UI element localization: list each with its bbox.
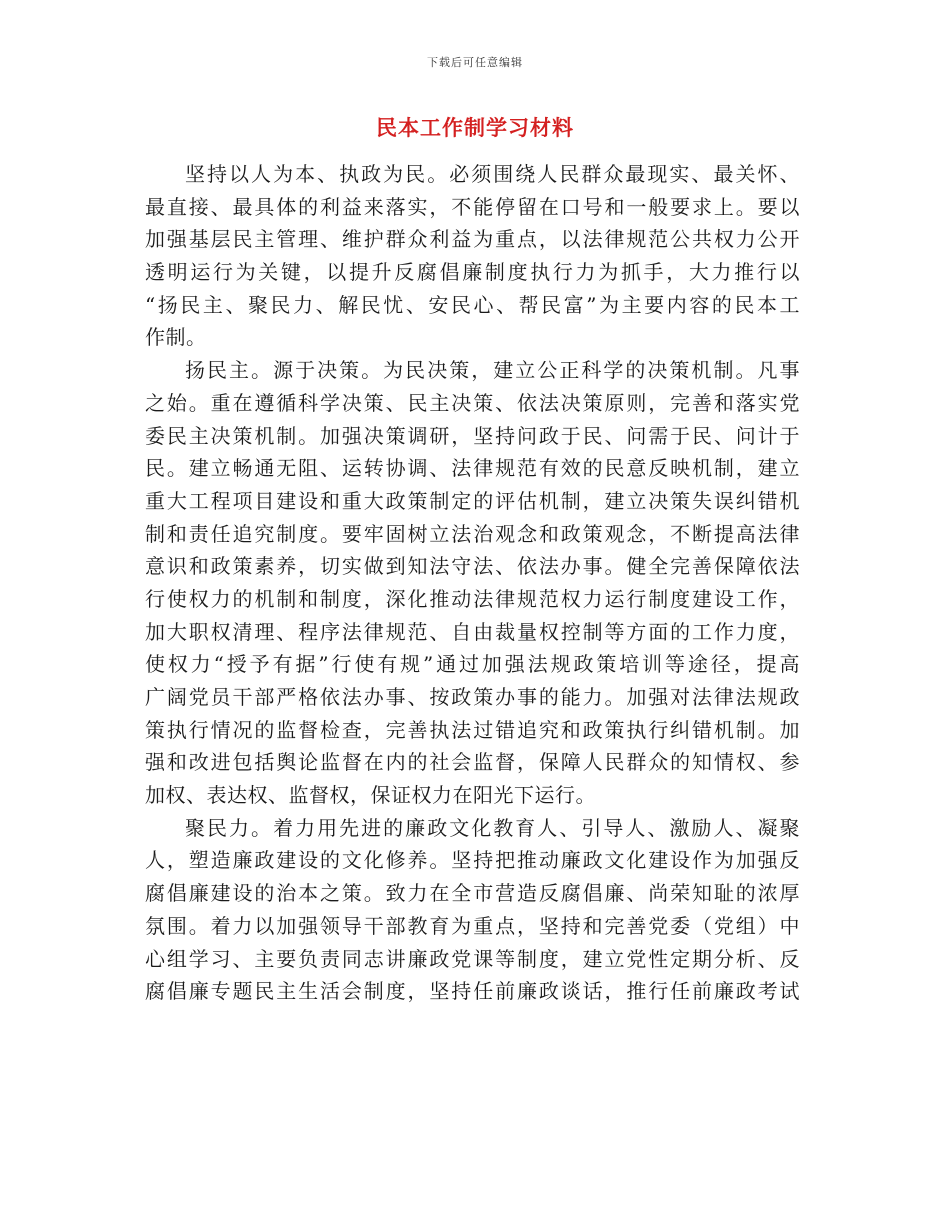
paragraph-line: 加大职权清理、程序法律规范、自由裁量权控制等方面的工作力度，: [145, 619, 800, 644]
paragraph-line: 氛围。着力以加强领导干部教育为重点，坚持和完善党委（党组）中: [145, 913, 800, 938]
paragraph-1: [145, 158, 800, 354]
paragraph-line: 加权、表达权、监督权，保证权力在阳光下运行。: [145, 783, 596, 808]
paragraph-line: 坚持以人为本、执政为民。必须围绕人民群众最现实、最关怀、: [185, 162, 800, 186]
paragraph-3: [145, 812, 800, 1008]
paragraph-line: “扬民主、聚民力、解民忧、安民心、帮民富”为主要内容的民本工: [145, 292, 800, 317]
paragraph-line: 人，塑造廉政建设的文化修养。坚持把推动廉政文化建设作为加强反: [145, 848, 800, 873]
document-body: [145, 158, 800, 1008]
paragraph-line: 作制。: [145, 325, 207, 350]
document-title: 民本工作制学习材料: [376, 116, 574, 140]
paragraph-line: 策执行情况的监督检查，完善执法过错追究和政策执行纠错机制。加: [145, 717, 800, 742]
paragraph-line: 加强基层民主管理、维护群众利益为重点，以法律规范公共权力公开: [145, 227, 800, 252]
paragraph-line: 聚民力。着力用先进的廉政文化教育人、引导人、激励人、凝聚: [185, 815, 800, 840]
paragraph-line: 腐倡廉专题民主生活会制度，坚持任前廉政谈话，推行任前廉政考试: [145, 979, 800, 1004]
paragraph-line: 强和改进包括舆论监督在内的社会监督，保障人民群众的知情权、参: [145, 750, 800, 775]
paragraph-line: 委民主决策机制。加强决策调研，坚持问政于民、问需于民、问计于: [145, 423, 800, 448]
paragraph-line: 行使权力的机制和制度，深化推动法律规范权力运行制度建设工作，: [145, 586, 800, 611]
running-header: 下载后可任意编辑: [427, 56, 523, 69]
paragraph-line: 心组学习、主要负责同志讲廉政党课等制度，建立党性定期分析、反: [145, 946, 800, 971]
paragraph-line: 腐倡廉建设的治本之策。致力在全市营造反腐倡廉、尚荣知耻的浓厚: [145, 881, 800, 906]
paragraph-line: 制和责任追究制度。要牢固树立法治观念和政策观念，不断提高法律: [145, 521, 800, 546]
paragraph-2: [145, 354, 800, 812]
paragraph-line: 意识和政策素养，切实做到知法守法、依法办事。健全完善保障依法: [145, 554, 800, 579]
paragraph-line: 重大工程项目建设和重大政策制定的评估机制，建立决策失误纠错机: [145, 488, 800, 513]
paragraph-line: 透明运行为关键，以提升反腐倡廉制度执行力为抓手，大力推行以: [145, 260, 800, 285]
paragraph-line: 广阔党员干部严格依法办事、按政策办事的能力。加强对法律法规政: [145, 685, 800, 709]
paragraph-line: 民。建立畅通无阻、运转协调、法律规范有效的民意反映机制，建立: [145, 456, 800, 481]
paragraph-line: 扬民主。源于决策。为民决策，建立公正科学的决策机制。凡事: [185, 358, 800, 383]
paragraph-line: 使权力“授予有据”行使有规”通过加强法规政策培训等途径，提高: [145, 652, 800, 677]
paragraph-line: 最直接、最具体的利益来落实，不能停留在口号和一般要求上。要以: [145, 194, 800, 219]
paragraph-line: 之始。重在遵循科学决策、民主决策、依法决策原则，完善和落实党: [145, 390, 800, 415]
